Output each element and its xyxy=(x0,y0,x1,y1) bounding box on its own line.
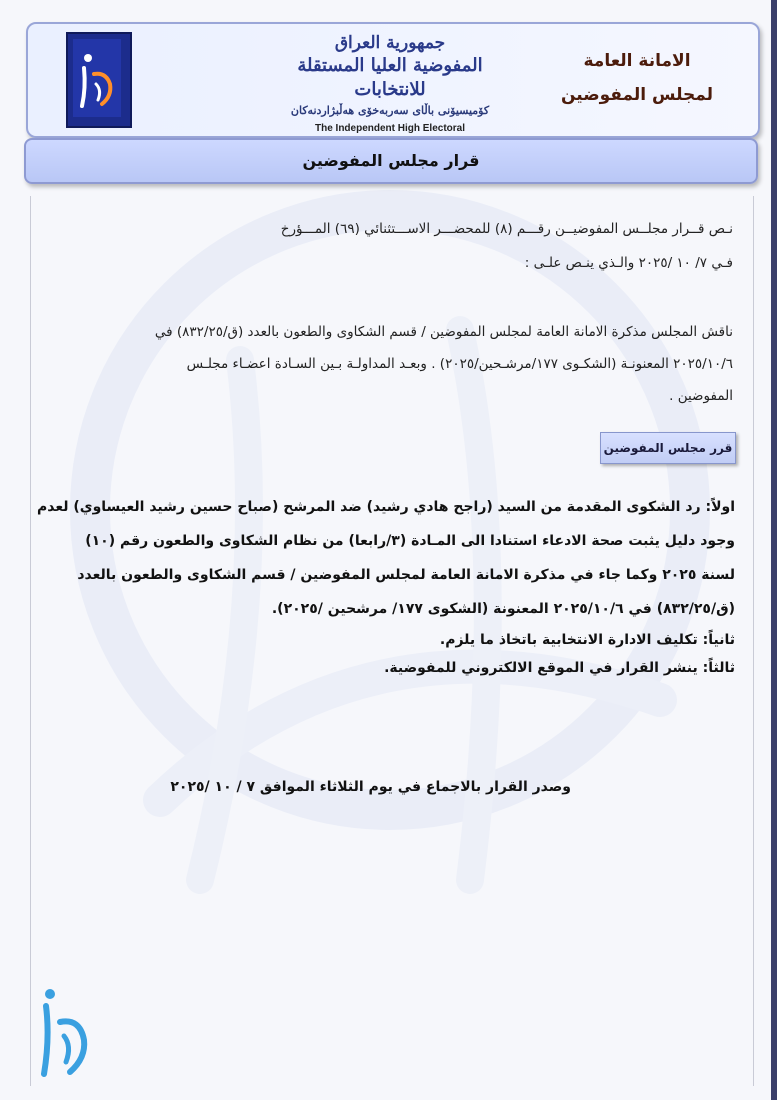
page-edge-shadow xyxy=(771,0,777,1100)
intro-paragraph xyxy=(43,212,733,280)
decision-second: ثانياً: تكليف الادارة الانتخابية باتخاذ ما يلزم. xyxy=(439,632,735,648)
discussion-paragraph xyxy=(43,316,733,412)
commission-name-ku: كۆمیسیۆنی باڵای سەربەخۆی هەڵبژاردنەکان xyxy=(290,104,490,117)
letterhead xyxy=(26,22,760,138)
document-title: قرار مجلس المفوضين xyxy=(302,151,480,170)
discussion-line-1: ناقش المجلس مذكرة الامانة العامة لمجلس المفوضين / قسم الشكاوى والطعون بالعدد (ق/٨٣٢/٢٥) في xyxy=(154,324,733,340)
decision-first-line-2: وجود دليل يثبت صحة الادعاء استنادا الى المـادة (٣/رابعا) من نظام الشكاوى والطعون رقم (١٠) xyxy=(85,533,735,549)
decision-first-line-1: اولاً: رد الشكوى المقدمة من السيد (راجح هادي رشيد) ضد المرشح (صباح حسين رشيد العيساوي) لعدم xyxy=(36,499,735,515)
commission-name-en: The Independent High Electoral xyxy=(314,123,465,134)
department-line-2: لمجلس المفوضين xyxy=(560,85,714,105)
country-name: جمهورية العراق xyxy=(334,33,446,53)
decision-label: قرر مجلس المفوضين xyxy=(603,441,733,455)
department-line-1: الامانة العامة xyxy=(583,51,691,71)
discussion-line-3: المفوضين . xyxy=(669,388,733,404)
document-title-bar xyxy=(24,138,758,184)
decision-third: ثالثاً: ينشر القرار في الموقع الالكتروني للمفوضية. xyxy=(384,660,735,676)
decision-label-box xyxy=(600,432,736,464)
discussion-line-2: ٢٠٢٥/١٠/٦ المعنونـة (الشكـوى ١٧٧/مرشـحين/٢٠٢٥) . وبعـد المداولـة بـين السـادة اعضـاء مجلـس xyxy=(186,356,733,372)
decisions-block xyxy=(35,490,735,682)
intro-line-1: نـص قــرار مجلــس المفوضيــن رقـــم (٨) للمحضـــر الاســـتثنائي (٦٩) المـــؤرخ xyxy=(280,221,733,237)
department-name xyxy=(552,44,722,112)
commission-name-ar: المفوضية العليا المستقلة للانتخابات xyxy=(297,55,483,100)
logo-figure-icon xyxy=(76,48,118,112)
decision-first-line-3: لسنة ٢٠٢٥ وكما جاء في مذكرة الامانة العامة لمجلس المفوضين / قسم الشكاوى والطعون بالعدد xyxy=(77,567,735,583)
decision-first-line-4: (ق/٨٣٢/٢٥) في ٢٠٢٥/١٠/٦ المعنونة (الشكوى ١٧٧/ مرشحين /٢٠٢٥). xyxy=(271,601,735,617)
footer-logo-icon xyxy=(36,982,96,1082)
intro-line-2: فـي ٧/ ١٠ /٢٠٢٥ والـذي ينـص علـى : xyxy=(524,255,733,271)
issued-statement: وصدر القرار بالاجماع في يوم الثلاثاء الموافق ٧ / ١٠ /٢٠٢٥ xyxy=(170,779,571,795)
commission-logo xyxy=(66,32,132,128)
